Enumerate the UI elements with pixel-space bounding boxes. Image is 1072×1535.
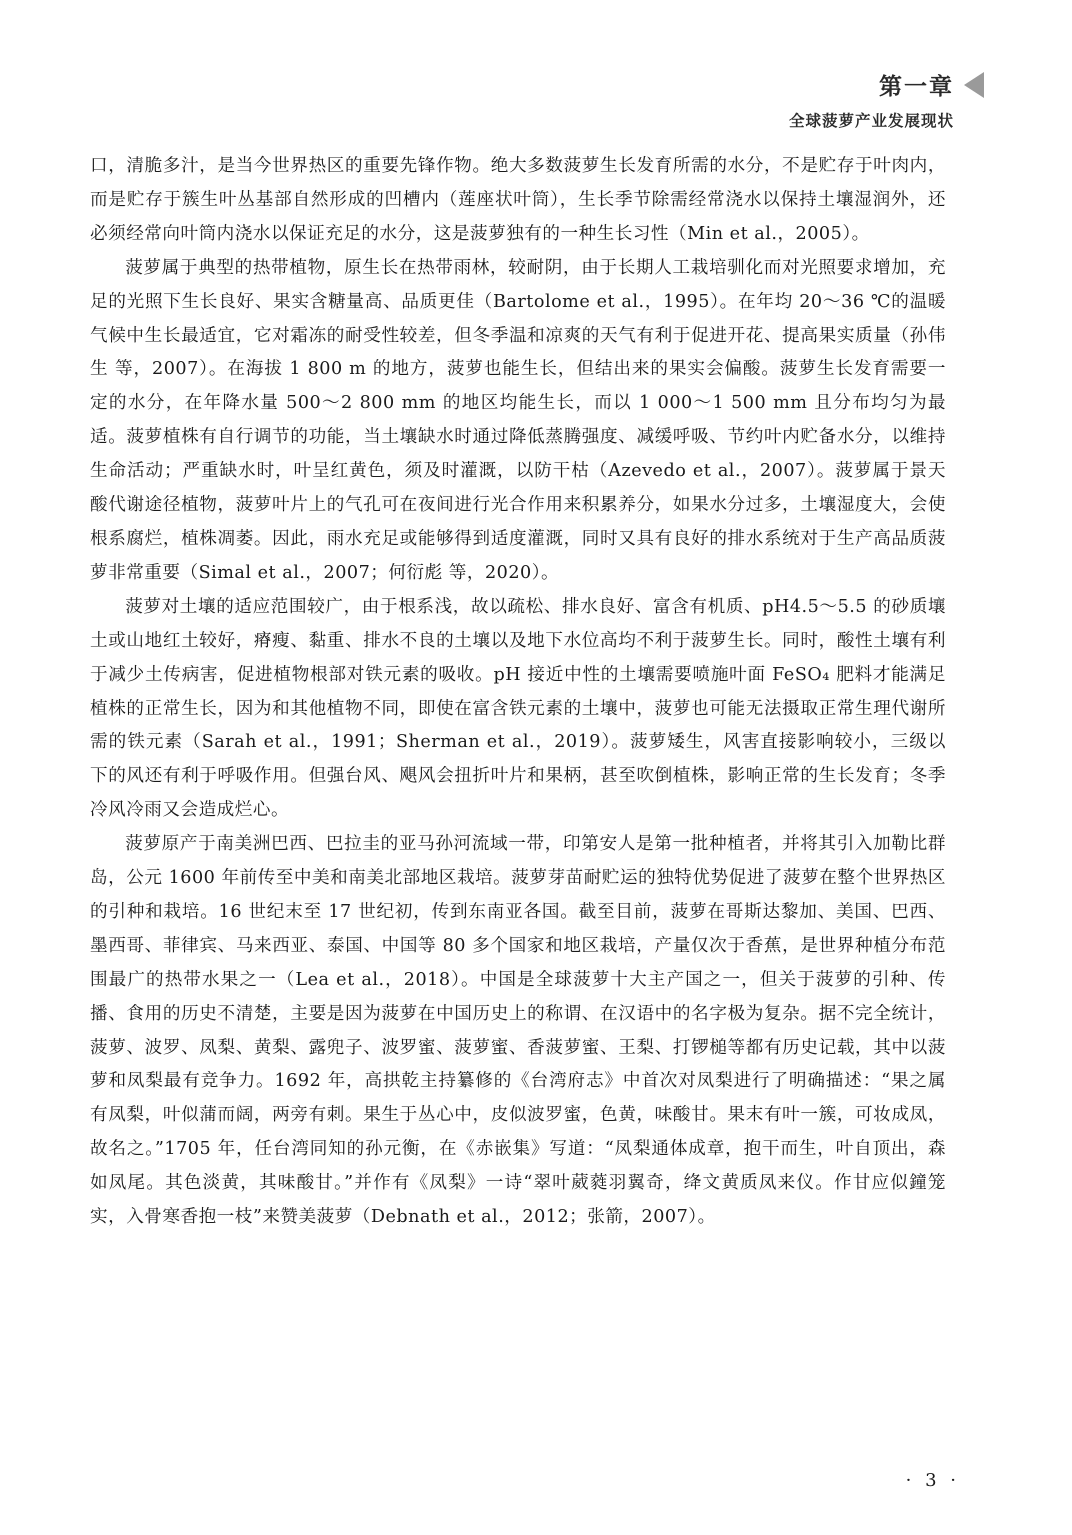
chapter-subtitle: 全球菠萝产业发展现状 [788,112,954,130]
page-number: · 3 · [905,1470,960,1491]
chapter-marker-triangle-icon [964,72,984,98]
paragraph-soil: 菠萝对土壤的适应范围较广，由于根系浅，故以疏松、排水良好、富含有机质、pH4.5～5.5 的砂质壤土或山地红土较好，瘠瘦、黏重、排水不良的土壤以及地下水位高均不利于菠萝生长。同时，酸性土壤有利于减少土传病害，促进植物根部对铁元素的吸收。pH 接近中性的土壤需要喷施叶面 FeSO₄ 肥料才能满足植株的正常生长，因为和其他植物不同，即使在富含铁元素的土壤中，菠萝也可能无法摄取正常生理代谢所需的铁元素（Sarah et al.，1991；Sherman et al.，2019）。菠萝矮生，风害直接影响较小，三级以下的风还有利于呼吸作用。但强台风、飓风会扭折叶片和果柄，甚至吹倒植株，影响正常的生长发育；冬季冷风冷雨又会造成烂心。 [90,596,946,821]
chapter-row [789,68,954,101]
chapter-label: 第一章 [879,74,954,100]
paragraph-history: 菠萝原产于南美洲巴西、巴拉圭的亚马孙河流域一带，印第安人是第一批种植者，并将其引入加勒比群岛，公元 1600 年前传至中美和南美北部地区栽培。菠萝芽苗耐贮运的独特优势促进了菠萝在整个世界热区的引种和栽培。16 世纪末至 17 世纪初，传到东南亚各国。截至目前，菠萝在哥斯达黎加、美国、巴西、墨西哥、菲律宾、马来西亚、泰国、中国等 80 多个国家和地区栽培，产量仅次于香蕉，是世界种植分布范围最广的热带水果之一（Lea et al.，2018）。中国是全球菠萝十大主产国之一，但关于菠萝的引种、传播、食用的历史不清楚，主要是因为菠萝在中国历史上的称谓、在汉语中的名字极为复杂。据不完全统计，菠萝、波罗、凤梨、黄梨、露兜子、波罗蜜、菠萝蜜、香菠萝蜜、王梨、打锣槌等都有历史记载，其中以菠萝和凤梨最有竞争力。1692 年，高拱乾主持纂修的《台湾府志》中首次对凤梨进行了明确描述：“果之属有凤梨，叶似蒲而阔，两旁有刺。果生于丛心中，皮似波罗蜜，色黄，味酸甘。果末有叶一簇，可妆成凤，故名之。”1705 年，任台湾同知的孙元衡，在《赤嵌集》写道：“凤梨通体成章，抱干而生，叶自顶出，森如凤尾。其色淡黄，其味酸甘。”并作有《凤梨》一诗“翠叶葳蕤羽翼奇，绛文黄质凤来仪。作甘应似鐘笼实，入骨寒香抱一枝”来赞美菠萝（Debnath et al.，2012；张箭，2007）。 [90,834,946,1228]
running-header [789,68,954,131]
paragraph-continued: 口，清脆多汁，是当今世界热区的重要先锋作物。绝大多数菠萝生长发育所需的水分，不是贮存于叶肉内，而是贮存于簇生叶丛基部自然形成的凹槽内（莲座状叶筒），生长季节除需经常浇水以保持土壤湿润外，还必须经常向叶筒内浇水以保证充足的水分，这是菠萝独有的一种生长习性（Min et al.，2005）。 [90,156,946,244]
body-text [90,150,946,1235]
paragraph-climate: 菠萝属于典型的热带植物，原生长在热带雨林，较耐阴，由于长期人工栽培驯化而对光照要求增加，充足的光照下生长良好、果实含糖量高、品质更佳（Bartolome et al.，1995）。在年均 20～36 ℃的温暖气候中生长最适宜，它对霜冻的耐受性较差，但冬季温和凉爽的天气有利于促进开花、提高果实质量（孙伟生 等，2007）。在海拔 1 800 m 的地方，菠萝也能生长，但结出来的果实会偏酸。菠萝生长发育需要一定的水分，在年降水量 500～2 800 mm 的地区均能生长，而以 1 000～1 500 mm 且分布均匀为最适。菠萝植株有自行调节的功能，当土壤缺水时通过降低蒸腾强度、减缓呼吸、节约叶内贮备水分，以维持生命活动；严重缺水时，叶呈红黄色，须及时灌溉，以防干枯（Azevedo et al.，2007）。菠萝属于景天酸代谢途径植物，菠萝叶片上的气孔可在夜间进行光合作用来积累养分，如果水分过多，土壤湿度大，会使根系腐烂，植株凋萎。因此，雨水充足或能够得到适度灌溉，同时又具有良好的排水系统对于生产高品质菠萝非常重要（Simal et al.，2007；何衍彪 等，2020）。 [90,257,946,583]
